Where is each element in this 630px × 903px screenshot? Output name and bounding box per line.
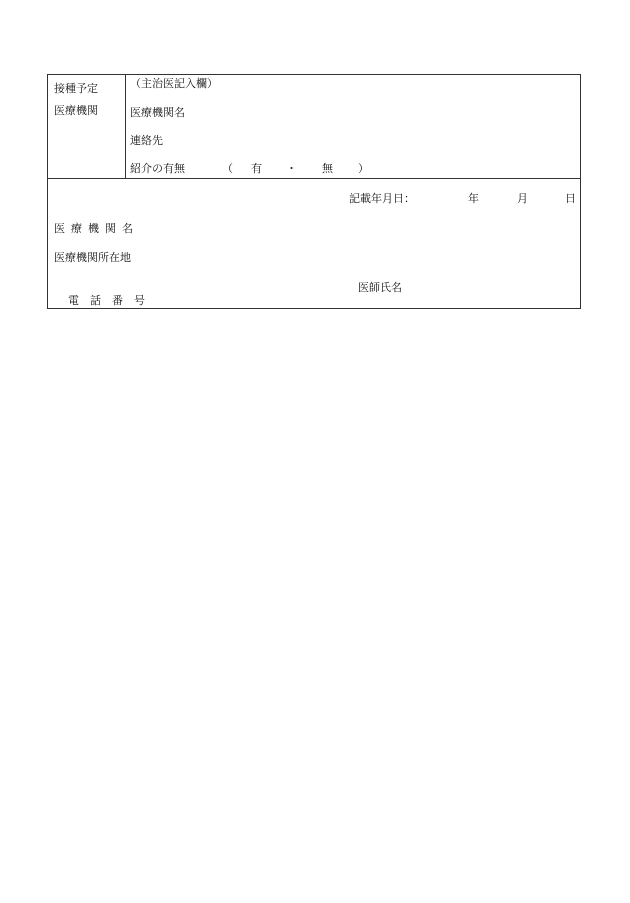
- phone-number-label: [54, 281, 148, 320]
- phone-label-char: 電: [68, 294, 79, 307]
- referral-separator: ・: [286, 162, 297, 175]
- issuer-clinic-name-label: 医療機関名: [54, 222, 139, 235]
- issuer-address-label: 医療機関所在地: [54, 251, 131, 264]
- planned-clinic-label-cell: [48, 75, 126, 178]
- referral-close-paren: ）: [358, 162, 369, 175]
- contact-label: 連絡先: [130, 134, 163, 147]
- doctor-section-header: （主治医記入欄）: [130, 77, 218, 90]
- phone-label-char: 話: [90, 294, 101, 307]
- planned-clinic-section: [48, 75, 580, 179]
- referral-option-no[interactable]: 無: [322, 162, 333, 175]
- referral-option-yes[interactable]: 有: [251, 162, 262, 175]
- phone-label-char: 号: [134, 294, 145, 307]
- clinic-name-label: 医療機関名: [130, 106, 185, 119]
- date-day-label: 日: [565, 192, 576, 205]
- planned-clinic-label-line1: 接種予定: [54, 82, 98, 95]
- referral-open-paren: （: [222, 162, 233, 175]
- phone-label-char: 番: [112, 294, 123, 307]
- planned-clinic-label-line2: 医療機関: [54, 104, 98, 117]
- doctor-name-label: 医師氏名: [358, 281, 402, 294]
- vaccination-clinic-form: [47, 74, 581, 309]
- referral-label: 紹介の有無: [130, 162, 185, 175]
- date-month-label: 月: [517, 192, 528, 205]
- date-label: 記載年月日：: [349, 192, 415, 205]
- date-year-label: 年: [468, 192, 479, 205]
